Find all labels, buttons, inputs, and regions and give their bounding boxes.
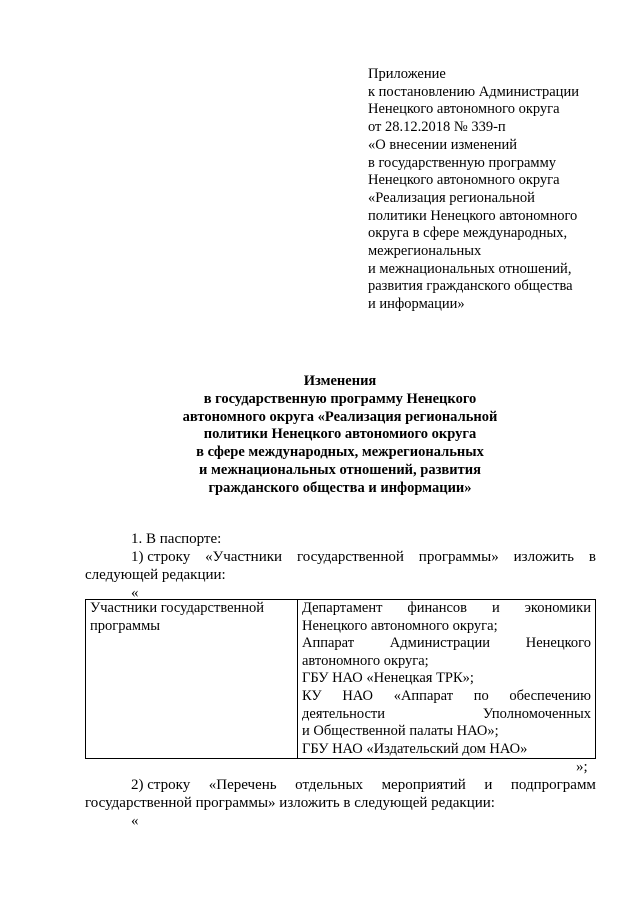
word: Уполномоченных (482, 705, 591, 722)
cell-line (302, 706, 591, 724)
word: обеспечению (509, 687, 591, 704)
word: «Аппарат (393, 687, 454, 704)
word: по (473, 687, 489, 704)
appendix-line: и информации» (368, 296, 465, 313)
word: КУ (302, 687, 322, 704)
section-passport: 1. В паспорте: (131, 531, 222, 547)
title-line: в сфере международных, межрегиональных (196, 444, 484, 461)
item-2-line-1 (131, 776, 596, 794)
word: «Перечень (208, 777, 277, 793)
item-2-line-2: государственной программы» изложить в следующей редакции: (85, 795, 495, 811)
word: деятельности (302, 705, 386, 722)
title-line: автономного округа «Реализация региональной (182, 408, 498, 425)
word: государственной (296, 549, 404, 565)
title-line: и межнациональных отношений, развития (199, 461, 481, 478)
close-quote: »; (576, 759, 588, 775)
cell-text: Ненецкого автономного округа; (302, 617, 498, 634)
item-1-line-2: следующей редакции: (85, 567, 226, 583)
word: 1) строку (131, 549, 191, 565)
cell-text: ГБУ НАО «Ненецкая ТРК»; (302, 670, 474, 687)
word: и (491, 600, 500, 616)
document-title (140, 373, 540, 498)
title-line: в государственную программу Ненецкого (203, 390, 477, 407)
appendix-line: и межнациональных отношений, (368, 260, 572, 277)
word: в (588, 549, 596, 565)
cell-line (302, 635, 591, 653)
word: Администрации (389, 635, 491, 652)
word: Аппарат (302, 635, 355, 652)
cell-text: Участники государственной (90, 600, 265, 616)
word: финансов (407, 600, 468, 616)
title-line: Изменения (303, 373, 377, 389)
cell-text: автономного округа; (302, 652, 429, 669)
cell-text: и Общественной палаты НАО»; (302, 723, 499, 740)
appendix-line: «О внесении изменений (368, 136, 518, 153)
word: подпрограмм (510, 777, 596, 793)
title-line: гражданского общества и информации» (208, 479, 472, 496)
word: НАО (342, 687, 374, 704)
word: 2) строку (131, 777, 191, 793)
word: программы» (418, 549, 499, 565)
appendix-line: округа в сфере международных, (368, 225, 568, 242)
appendix-line: Ненецкого автономного округа (368, 172, 560, 189)
appendix-header (368, 66, 608, 314)
appendix-line: политики Ненецкого автономного (368, 207, 578, 224)
word: Департамент (302, 600, 383, 616)
appendix-line: межрегиональных (368, 243, 482, 260)
appendix-line: «Реализация региональной (368, 189, 535, 206)
table-row (86, 600, 596, 759)
appendix-line: развития гражданского общества (368, 278, 573, 295)
appendix-line: Приложение (368, 66, 446, 82)
cell-line (302, 688, 591, 706)
cell-line (302, 600, 591, 618)
open-quote: « (131, 813, 139, 829)
item-1-line-1 (131, 548, 596, 566)
appendix-line: к постановлению Администрации (368, 83, 579, 100)
word: мероприятий (381, 777, 466, 793)
participants-table (85, 599, 596, 759)
word: экономики (524, 600, 591, 616)
participants-value-cell (298, 600, 596, 759)
open-quote: « (131, 585, 139, 601)
cell-text: программы (90, 617, 160, 634)
word: Ненецкого (525, 635, 591, 652)
word: изложить (513, 549, 574, 565)
appendix-line: Ненецкого автономного округа (368, 101, 560, 118)
cell-text: ГБУ НАО «Издательский дом НАО» (302, 740, 528, 757)
title-line: политики Ненецкого автономиого округа (203, 426, 477, 443)
appendix-line: от 28.12.2018 № 339-п (368, 119, 506, 136)
word: отдельных (295, 777, 364, 793)
participants-label-cell (86, 600, 298, 759)
word: «Участники (205, 549, 283, 565)
appendix-line: в государственную программу (368, 154, 557, 171)
word: и (484, 777, 493, 793)
